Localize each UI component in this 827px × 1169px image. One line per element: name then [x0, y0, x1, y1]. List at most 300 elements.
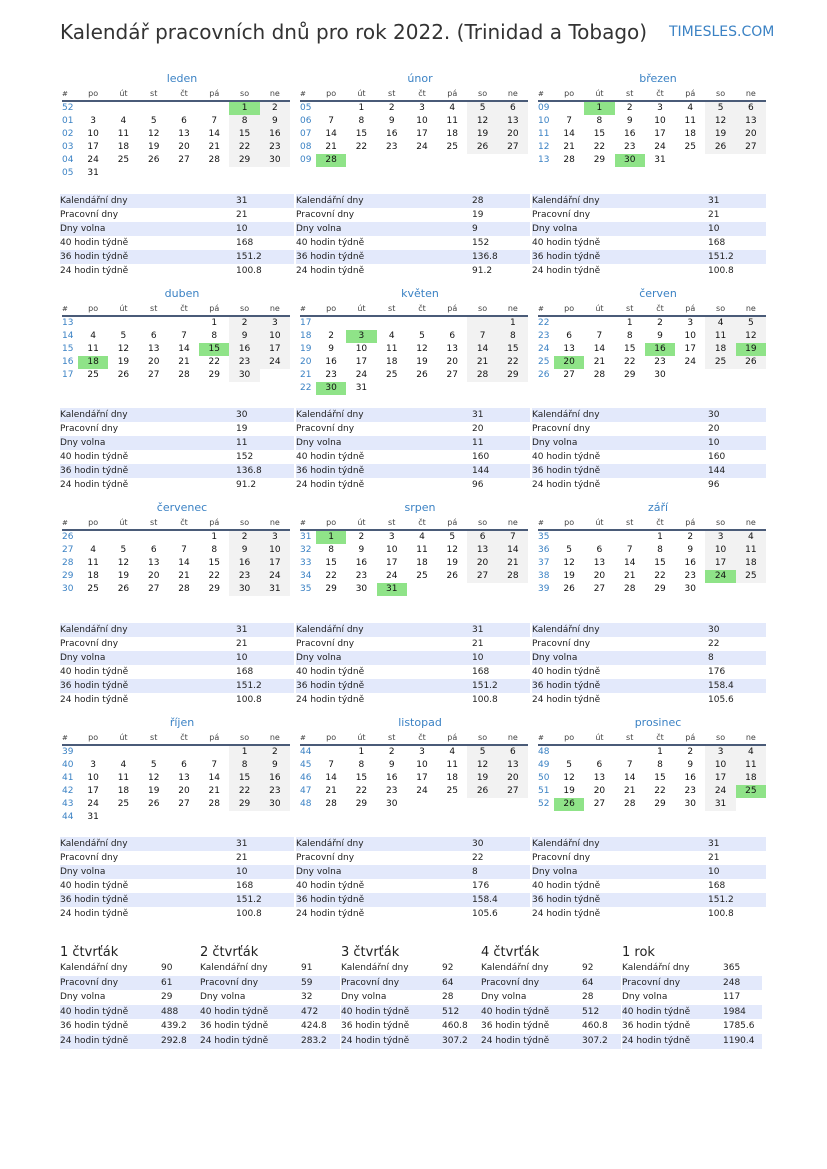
day-cell: 29: [229, 798, 259, 811]
stat-label: 40 hodin týdně: [296, 238, 365, 248]
day-cell: 10: [654, 116, 666, 126]
day-cell: 23: [260, 785, 290, 798]
day-cell: 7: [211, 760, 218, 770]
day-cell: 21: [593, 357, 606, 367]
week-number: 25: [538, 357, 550, 367]
stat-value: 248: [723, 977, 741, 988]
day-cell: 28: [623, 584, 636, 594]
day-cell: 19: [467, 128, 497, 141]
day-cell-empty: [554, 746, 584, 759]
day-cell: 27: [593, 584, 606, 594]
day-cell: 18: [446, 773, 458, 783]
week-number: 41: [62, 773, 74, 783]
day-cell: 23: [385, 786, 398, 796]
weekday-label: so: [716, 733, 726, 742]
day-cell: 27: [178, 799, 190, 809]
day-cell: 3: [260, 531, 290, 544]
stat-label: 24 hodin týdně: [296, 909, 365, 919]
day-cell: 5: [449, 532, 456, 542]
day-cell-empty: [139, 746, 169, 759]
stat-label: Kalendářní dny: [532, 625, 600, 635]
weekday-label: po: [326, 518, 337, 527]
stat-label: Pracovní dny: [296, 424, 355, 434]
month-calendar: [538, 501, 766, 596]
weekday-label: po: [88, 304, 99, 313]
week-row: [538, 128, 766, 141]
week-number: 35: [538, 532, 550, 542]
week-row: [62, 369, 290, 382]
weekday-label: ne: [269, 89, 280, 98]
day-cell: 27: [178, 155, 190, 165]
day-cell: 10: [416, 116, 428, 126]
day-cell: 17: [87, 786, 99, 796]
week-row: [62, 772, 290, 785]
day-cell: 9: [260, 759, 290, 772]
month-name: říjen: [169, 716, 195, 729]
stat-row: [60, 651, 294, 665]
week-number: 52: [62, 103, 74, 113]
day-cell-empty: [467, 583, 497, 596]
day-cell: 25: [416, 571, 428, 581]
day-cell: 26: [117, 370, 130, 380]
week-row: [538, 154, 766, 167]
day-cell: 29: [355, 799, 368, 809]
week-row: [538, 746, 766, 759]
day-cell: 19: [563, 786, 575, 796]
day-cell: 3: [419, 103, 425, 113]
day-cell: 9: [328, 344, 334, 354]
stat-row: [60, 1005, 200, 1020]
stat-value: 20: [472, 424, 484, 434]
week-number: 02: [62, 129, 74, 139]
stat-value: 11: [472, 438, 484, 448]
stat-row: [481, 1019, 621, 1034]
stat-value: 91.2: [472, 266, 493, 276]
day-cell: 23: [229, 570, 259, 583]
day-cell: 24: [87, 155, 99, 165]
day-cell: 22: [229, 141, 259, 154]
day-cell: 13: [147, 558, 160, 568]
stat-row: [60, 637, 294, 651]
day-cell: 20: [446, 357, 458, 367]
weekday-header: [300, 517, 528, 531]
stat-value: 439.2: [161, 1021, 187, 1032]
day-cell: 27: [498, 141, 528, 154]
weekday-header: [62, 88, 290, 102]
week-number: 42: [62, 786, 74, 796]
stat-row: [200, 990, 340, 1005]
day-cell-empty: [675, 369, 705, 382]
week-number: 19: [300, 344, 312, 354]
stat-label: Dny volna: [60, 867, 106, 877]
stat-row: [296, 665, 530, 679]
stat-row: [532, 478, 766, 492]
week-row: [300, 115, 528, 128]
month-calendar: [300, 716, 528, 811]
stat-value: 91.2: [236, 480, 257, 490]
day-cell-empty: [467, 382, 497, 395]
day-cell: 2: [260, 102, 290, 115]
stat-value: 136.8: [236, 466, 262, 476]
stat-row: [60, 194, 294, 208]
stat-label: 40 hodin týdně: [341, 1006, 410, 1017]
stat-label: 24 hodin týdně: [532, 695, 601, 705]
day-cell: 30: [229, 583, 259, 596]
stat-value: 21: [708, 210, 720, 220]
week-row: [62, 557, 290, 570]
stat-label: 36 hodin týdně: [200, 1021, 269, 1032]
stat-row: [296, 693, 530, 707]
stat-label: 40 hodin týdně: [532, 881, 601, 891]
day-cell: 8: [229, 115, 259, 128]
stat-label: Dny volna: [532, 867, 578, 877]
day-cell: 3: [346, 330, 376, 343]
day-cell: 2: [657, 318, 663, 328]
day-cell-empty: [377, 382, 407, 395]
stat-value: 20: [708, 424, 720, 434]
week-number: 03: [62, 142, 74, 152]
week-row: [62, 115, 290, 128]
weekday-label: ne: [745, 89, 756, 98]
weekday-label: ne: [269, 518, 280, 527]
stat-value: 30: [472, 839, 484, 849]
week-number: 17: [300, 318, 312, 328]
stat-value: 21: [708, 853, 720, 863]
day-cell: 8: [498, 330, 528, 343]
day-cell-empty: [736, 798, 766, 811]
weekday-label: pá: [447, 89, 458, 98]
day-cell: 7: [328, 760, 334, 770]
weekday-label: #: [538, 519, 544, 527]
day-cell-empty: [467, 798, 497, 811]
week-row: [538, 531, 766, 544]
stat-value: 168: [236, 881, 254, 891]
day-cell-empty: [229, 167, 259, 180]
day-cell: 3: [687, 318, 694, 328]
week-row: [62, 583, 290, 596]
day-cell: 6: [596, 760, 603, 770]
weekday-label: po: [564, 304, 575, 313]
day-cell-empty: [554, 531, 584, 544]
week-row: [62, 811, 290, 824]
stat-label: Dny volna: [481, 992, 527, 1003]
stat-value: 168: [708, 881, 726, 891]
day-cell-empty: [199, 746, 229, 759]
day-cell: 1: [657, 747, 663, 757]
week-number: 39: [538, 584, 550, 594]
stat-value: 151.2: [236, 895, 262, 905]
stat-row: [481, 961, 621, 976]
day-cell: 29: [325, 584, 337, 594]
stat-row: [532, 450, 766, 464]
day-cell: 11: [736, 759, 766, 772]
stat-value: 100.8: [708, 909, 734, 919]
stat-value: 488: [161, 1006, 179, 1017]
day-cell: 30: [684, 584, 696, 594]
week-number: 45: [300, 760, 312, 770]
weekday-label: čt: [180, 89, 188, 98]
week-row: [538, 798, 766, 811]
day-cell: 5: [736, 317, 766, 330]
stat-value: 151.2: [236, 252, 262, 262]
quarter-rows: [341, 961, 481, 1049]
weekday-label: pá: [209, 89, 220, 98]
month-name: červen: [639, 287, 677, 300]
weekday-label: so: [478, 304, 488, 313]
stat-value: 1984: [723, 1006, 746, 1017]
stat-value: 11: [236, 438, 248, 448]
week-row: [62, 343, 290, 356]
weekday-label: ne: [269, 304, 280, 313]
day-cell: 10: [87, 773, 99, 783]
day-cell: 10: [260, 330, 290, 343]
day-cell-empty: [437, 583, 467, 596]
day-cell: 11: [87, 344, 99, 354]
day-cell: 7: [498, 531, 528, 544]
day-cell: 11: [684, 116, 696, 126]
day-cell-empty: [108, 531, 138, 544]
week-row: [300, 317, 528, 330]
stat-value: 152: [472, 238, 490, 248]
day-cell: 19: [416, 357, 428, 367]
day-cell: 25: [736, 785, 766, 798]
stat-row: [60, 879, 294, 893]
day-cell-empty: [139, 811, 169, 824]
stat-value: 31: [236, 196, 248, 206]
weekday-label: po: [88, 733, 99, 742]
stat-value: 19: [236, 424, 248, 434]
stat-row: [296, 208, 530, 222]
weekday-label: st: [150, 304, 158, 313]
stat-label: Pracovní dny: [341, 977, 400, 988]
day-cell: 25: [87, 584, 99, 594]
quarter-rows: [60, 961, 200, 1049]
day-cell-empty: [169, 102, 199, 115]
stat-row: [622, 1005, 762, 1020]
stat-row: [60, 208, 294, 222]
day-cell: 16: [684, 773, 696, 783]
stat-label: 40 hodin týdně: [60, 238, 129, 248]
day-cell: 13: [593, 558, 606, 568]
week-row: [538, 583, 766, 596]
day-cell: 23: [325, 370, 337, 380]
stat-row: [60, 907, 294, 921]
day-cell: 4: [120, 760, 127, 770]
week-row: [300, 102, 528, 115]
month-calendar: [62, 287, 290, 382]
day-cell: 12: [467, 115, 497, 128]
day-cell-empty: [346, 317, 376, 330]
week-row: [300, 746, 528, 759]
weekday-label: #: [62, 305, 68, 313]
day-cell: 10: [705, 544, 735, 557]
week-row: [300, 141, 528, 154]
day-cell: 31: [705, 798, 735, 811]
week-number: 24: [538, 344, 550, 354]
day-cell: 23: [623, 142, 636, 152]
day-cell: 17: [654, 129, 666, 139]
stat-row: [60, 837, 294, 851]
weekday-label: út: [595, 518, 604, 527]
stat-value: 151.2: [708, 252, 734, 262]
day-cell-empty: [736, 369, 766, 382]
stat-row: [60, 976, 200, 991]
weekday-label: #: [62, 519, 68, 527]
stat-value: 136.8: [472, 252, 498, 262]
week-number: 26: [62, 532, 74, 542]
week-number: 16: [62, 357, 74, 367]
weekday-label: út: [595, 89, 604, 98]
weekday-label: čt: [180, 733, 188, 742]
stat-label: Dny volna: [622, 992, 668, 1003]
week-number: 15: [62, 344, 74, 354]
day-cell: 31: [260, 583, 290, 596]
day-cell-empty: [108, 317, 138, 330]
month-stats: [60, 194, 294, 278]
day-cell: 9: [229, 330, 259, 343]
day-cell-empty: [437, 317, 467, 330]
day-cell: 30: [229, 369, 259, 382]
week-row: [62, 167, 290, 180]
day-cell: 28: [563, 155, 575, 165]
month-calendar: [300, 501, 528, 596]
day-cell: 20: [736, 128, 766, 141]
day-cell: 27: [563, 370, 575, 380]
weekday-label: po: [564, 518, 575, 527]
day-cell-empty: [108, 167, 138, 180]
day-cell: 12: [446, 545, 458, 555]
day-cell: 9: [657, 331, 663, 341]
stat-row: [60, 865, 294, 879]
day-cell: 12: [705, 115, 735, 128]
stat-label: 40 hodin týdně: [622, 1006, 691, 1017]
day-cell: 12: [147, 129, 160, 139]
day-cell-empty: [169, 531, 199, 544]
month-name: listopad: [398, 716, 442, 729]
day-cell-empty: [705, 583, 735, 596]
day-cell: 5: [120, 331, 127, 341]
day-cell: 2: [328, 331, 334, 341]
day-cell: 18: [87, 571, 99, 581]
stat-label: Dny volna: [532, 438, 578, 448]
stat-label: Dny volna: [296, 224, 342, 234]
week-row: [300, 154, 528, 167]
day-cell: 2: [687, 532, 694, 542]
stat-row: [481, 1005, 621, 1020]
day-cell: 12: [563, 558, 575, 568]
weekday-label: út: [119, 518, 128, 527]
stat-value: 100.8: [236, 266, 262, 276]
day-cell: 12: [117, 344, 130, 354]
stat-label: Kalendářní dny: [296, 625, 364, 635]
day-cell-empty: [316, 317, 346, 330]
day-cell: 4: [90, 545, 96, 555]
day-cell: 30: [385, 799, 398, 809]
stat-row: [296, 837, 530, 851]
day-cell: 5: [150, 760, 157, 770]
weekday-label: út: [357, 518, 366, 527]
day-cell: 13: [498, 759, 528, 772]
weekday-label: so: [478, 733, 488, 742]
stat-label: 36 hodin týdně: [532, 252, 601, 262]
day-cell: 24: [385, 571, 398, 581]
day-cell: 13: [178, 773, 190, 783]
week-row: [538, 570, 766, 583]
day-cell: 30: [684, 799, 696, 809]
month-stats: [60, 623, 294, 707]
weekday-label: ne: [269, 733, 280, 742]
stat-label: Dny volna: [296, 867, 342, 877]
day-cell: 24: [705, 570, 735, 583]
day-cell: 4: [449, 103, 456, 113]
day-cell: 7: [181, 545, 187, 555]
day-cell: 18: [117, 786, 130, 796]
day-cell: 9: [229, 544, 259, 557]
day-cell-empty: [199, 102, 229, 115]
day-cell: 17: [260, 557, 290, 570]
month-name: září: [647, 501, 669, 514]
day-cell: 6: [498, 746, 528, 759]
day-cell: 27: [147, 370, 160, 380]
stat-row: [200, 1005, 340, 1020]
brand-link[interactable]: TIMESLES.COM: [669, 24, 775, 40]
day-cell: 6: [449, 331, 456, 341]
day-cell: 28: [178, 370, 190, 380]
stat-value: 144: [472, 466, 490, 476]
day-cell-empty: [705, 154, 735, 167]
day-cell: 23: [260, 141, 290, 154]
stat-value: 9: [472, 224, 478, 234]
stat-value: 31: [708, 196, 720, 206]
week-row: [300, 128, 528, 141]
weekday-label: ne: [745, 518, 756, 527]
day-cell: 29: [208, 370, 220, 380]
day-cell: 19: [117, 357, 130, 367]
stat-row: [296, 264, 530, 278]
stat-value: 151.2: [236, 681, 262, 691]
weekday-label: #: [62, 90, 68, 98]
day-cell: 25: [87, 370, 99, 380]
stat-label: 24 hodin týdně: [60, 480, 129, 490]
day-cell-empty: [554, 317, 584, 330]
weekday-label: po: [326, 304, 337, 313]
stat-value: 30: [236, 410, 248, 420]
day-cell: 15: [654, 558, 666, 568]
stat-label: Pracovní dny: [60, 977, 119, 988]
day-cell: 24: [705, 785, 735, 798]
week-number: 22: [300, 383, 312, 393]
day-cell: 24: [416, 142, 428, 152]
stat-label: Pracovní dny: [296, 639, 355, 649]
day-cell: 15: [654, 773, 666, 783]
week-row: [538, 317, 766, 330]
week-number: 39: [62, 747, 74, 757]
stat-value: 292.8: [161, 1035, 187, 1046]
stat-label: Kalendářní dny: [60, 410, 128, 420]
stat-value: 100.8: [472, 695, 498, 705]
day-cell-empty: [139, 102, 169, 115]
weekday-label: čt: [656, 733, 664, 742]
month-calendar: [300, 72, 528, 167]
stat-row: [622, 990, 762, 1005]
day-cell-empty: [467, 154, 497, 167]
stat-row: [296, 679, 530, 693]
month-calendar: [300, 287, 528, 395]
page-title: Kalendář pracovních dnů pro rok 2022. (Trinidad a Tobago): [60, 20, 648, 44]
weekday-label: #: [538, 90, 544, 98]
day-cell: 13: [147, 344, 160, 354]
month-stats: [296, 408, 530, 492]
